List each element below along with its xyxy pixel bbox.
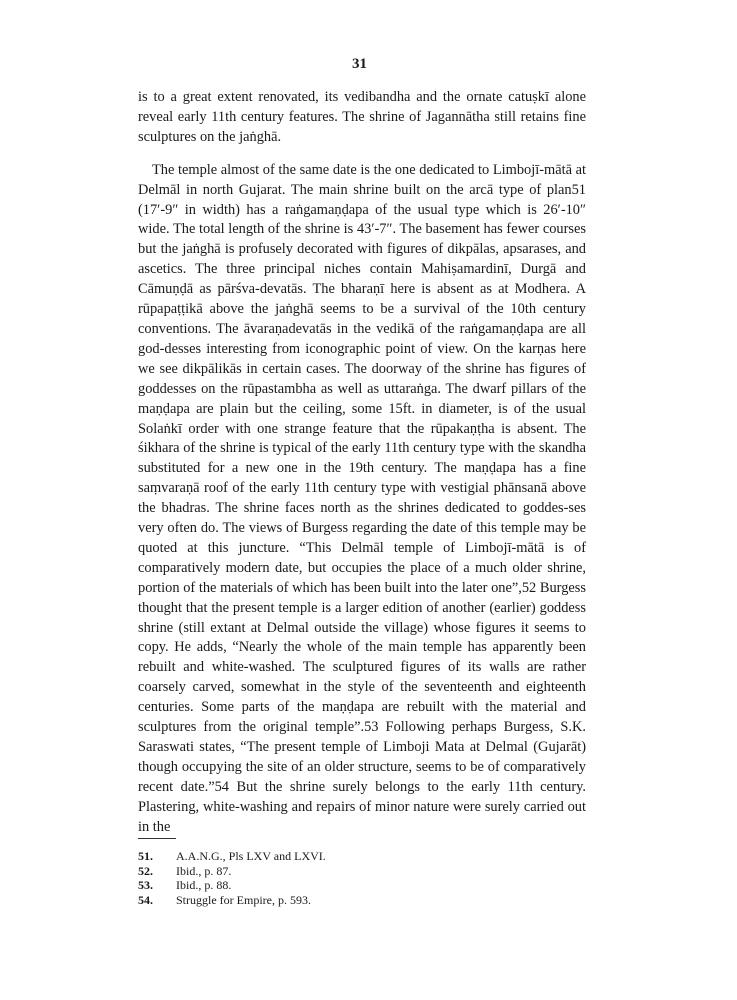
footnote bbox=[138, 864, 326, 879]
footnote bbox=[138, 893, 326, 908]
body-text bbox=[138, 88, 586, 838]
footnote-number: 52. bbox=[138, 863, 153, 878]
footnote-divider bbox=[138, 838, 176, 839]
footnotes bbox=[138, 849, 326, 907]
footnote-text: Ibid., p. 88. bbox=[176, 878, 232, 892]
footnote-number: 54. bbox=[138, 892, 153, 907]
footnote-number: 51. bbox=[138, 849, 153, 863]
footnote-text: Ibid., p. 87. bbox=[176, 863, 232, 878]
paragraph: The temple almost of the same date is the one dedicated to Limbojī-mātā at Delmāl in north Gujarat. The main shrine built on the arcā type of plan51 (17′-9″ in width) has a raṅgamaṇḍapa of the usual type which is 26′-10″ wide. The total length of the shrine is 43′-7″. The basement has fewer courses but the jaṅghā is profusely decorated with figures of dikpālas, apsarases, and ascetics. The three principal niches contain Mahiṣamardinī, Durgā and Cāmuṇḍā as pārśva-devatās. The bharaṇī here is absent as at Modhera. A rūpapaṭṭikā above the jaṅghā seems to be a survival of the 10th century conventions. The āvaraṇadevatās in the vedikā of the raṅgamaṇḍapa are all god-desses interesting from iconographic point of view. On the karṇas here we see dikpālikās in certain cases. The doorway of the shrine has figures of goddesses on the rūpastambha as well as uttaraṅga. The dwarf pillars of the maṇḍapa are plain but the ceiling, some 15ft. in diameter, is of the usual Solaṅkī order with one strange feature that the rūpakaṇṭha is absent. The śikhara of the shrine is typical of the early 11th century type with the skandha substituted for a new one in the 19th century. The maṇḍapa has a fine saṃvaraṇā roof of the early 11th century type with vestigial phānsanā above the bhadras. The shrine faces north as the shrines dedicated to goddes-ses very often do. The views of Burgess regarding the date of this temple may be quoted at this juncture. “This Delmāl temple of Limbojī-mātā is of comparatively modern date, but occupies the place of a much older shrine, portion of the materials of which has been built into the later one”,52 Burgess thought that the present temple is a larger edition of another (earlier) goddess shrine (still extant at Delmal outside the village) whose figures it seems to copy. He adds, “Nearly the whole of the main temple has apparently been rebuilt and white-washed. The sculptured figures of its walls are rather coarsely carved, somewhat in the style of the seventeenth and eighteenth centuries. Some parts of the maṇḍapa are rebuilt with the material and sculptures from the original temple”.53 Following perhaps Burgess, S.K. Saraswati states, “The present temple of Limboji Mata at Delmal (Gujarāt) though occupying the site of an older structure, seems to be of comparatively recent date.”54 But the shrine surely belongs to the early 11th century. Plastering, white-washing and repairs of minor nature were surely carried out in the bbox=[138, 161, 586, 835]
page-number: 31 bbox=[352, 56, 367, 72]
footnote-number: 53. bbox=[138, 878, 153, 892]
paragraph: is to a great extent renovated, its vedibandha and the ornate catuṣkī alone reveal early 11th century features. The shrine of Jagannātha still retains fine sculptures on the jaṅghā. bbox=[138, 89, 586, 145]
footnote-text: Struggle for Empire, p. 593. bbox=[176, 892, 311, 907]
footnote bbox=[138, 849, 326, 864]
footnote bbox=[138, 878, 326, 893]
footnote-text: A.A.N.G., Pls LXV and LXVI. bbox=[176, 849, 326, 863]
